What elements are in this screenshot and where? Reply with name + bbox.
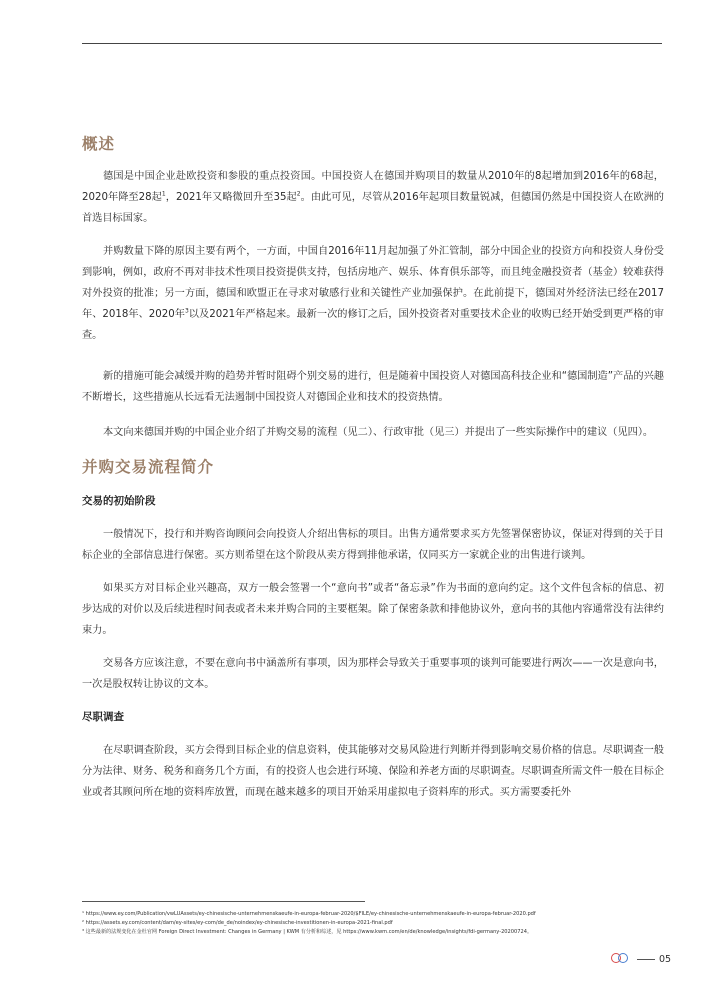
footnote-2[interactable]: ² https://assets.ey.com/content/dam/ey-sites/ey-com/de_de/noindex/ey-chinesische-investitionen-in-europa-2021-final.pdf [82,920,393,926]
footnotes [82,910,682,937]
subheading-due-diligence: 尽职调查 [82,711,124,723]
page-content [82,132,664,803]
footnote-ref[interactable]: 2 [296,190,301,198]
section-heading-overview: 概述 [82,135,116,153]
paragraph: 本文向来德国并购的中国企业介绍了并购交易的流程（见二）、行政审批（见三）并提出了一些实际操作中的建议（见四）。 [103,427,654,438]
paragraph: 德国是中国企业赴欧投资和参股的重点投资国。中国投资人在德国并购项目的数量从2010年的8起增加到2016年的68起，2020年降至28起$^1$，2021年又略微回升至35起$^2$。由此可见，尽管从2016年起项目数量锐减，但德国仍然是中国投资人在欧洲的首选目标国家。 [82,171,664,224]
paragraph: 并购数量下降的原因主要有两个，一方面，中国自2016年11月起加强了外汇管制，部分中国企业的投资方向和投资人身份受到影响，例如，政府不再对非技术性项目投资提供支持，包括房地产、娱乐、体育俱乐部等，而且纯金融投资者（基金）较难获得对外投资的批准；另一方面，德国和欧盟正在寻求对敏感行业和关键性产业加强保护。在此前提下，德国对外经济法已经在2017年、2018年、2020年$^3$以及2021年严格起来。最新一次的修订之后，国外投资者对重要技术企业的收购已经开始受到更严格的审查。 [82,246,664,341]
paragraph: 新的措施可能会减缓并购的趋势并暂时阻碍个别交易的进行，但是随着中国投资人对德国高科技企业和“德国制造”产品的兴趣不断增长，这些措施从长远看无法遏制中国投资人对德国企业和技术的投资热情。 [82,371,664,403]
footnote-3[interactable]: ³ 这些最新的法规变化在金杜官网 Foreign Direct Investment: Changes in Germany | KWM 有分析和综述，见 https://www.kwm.com/en/de/knowledge/insights/fdi-germany-20200724。 [82,929,533,935]
footnote-ref[interactable]: 3 [184,307,189,315]
header-rule [82,43,662,44]
logo-icon [611,953,633,965]
paragraph: 一般情况下，投行和并购咨询顾问会向投资人介绍出售标的项目。出售方通常要求买方先签署保密协议，保证对得到的关于目标企业的全部信息进行保密。买方则希望在这个阶段从卖方得到排他承诺，仅同买方一家就企业的出售进行谈判。 [82,529,664,561]
footnote-ref[interactable]: 1 [161,190,166,198]
footnote-1[interactable]: ¹ https://www.ey.com/Publication/vwLUAssets/ey-chinesische-unternehmenskaeufe-in-europa-februar-2020/$FILE/ey-chinesische-unternehmenskaeufe-in-europa-februar-2020.pdf [82,911,536,917]
paragraph: 在尽职调查阶段，买方会得到目标企业的信息资料，使其能够对交易风险进行判断并得到影响交易价格的信息。尽职调查一般分为法律、财务、税务和商务几个方面，有的投资人也会进行环境、保险和养老方面的尽职调查。尽职调查所需文件一般在目标企业或者其顾问所在地的资料库放置，而现在越来越多的项目开始采用虚拟电子资料库的形式。买方需要委托外 [82,745,664,798]
paragraph: 交易各方应该注意，不要在意向书中涵盖所有事项，因为那样会导致关于重要事项的谈判可能要进行两次——一次是意向书，一次是股权转让协议的文本。 [82,658,664,690]
footnote-rule [82,901,365,902]
footer-dash [637,959,655,960]
paragraph: 如果买方对目标企业兴趣高，双方一般会签署一个“意向书”或者“备忘录”作为书面的意向约定。这个文件包含标的信息、初步达成的对价以及后续进程时间表或者未来并购合同的主要框架。除了保密条款和排他协议外，意向书的其他内容通常没有法律约束力。 [82,583,664,636]
page-footer [611,952,671,966]
subheading-initial-stage: 交易的初始阶段 [82,495,156,507]
section-heading-process: 并购交易流程简介 [82,458,215,476]
page-number: 05 [659,953,672,965]
